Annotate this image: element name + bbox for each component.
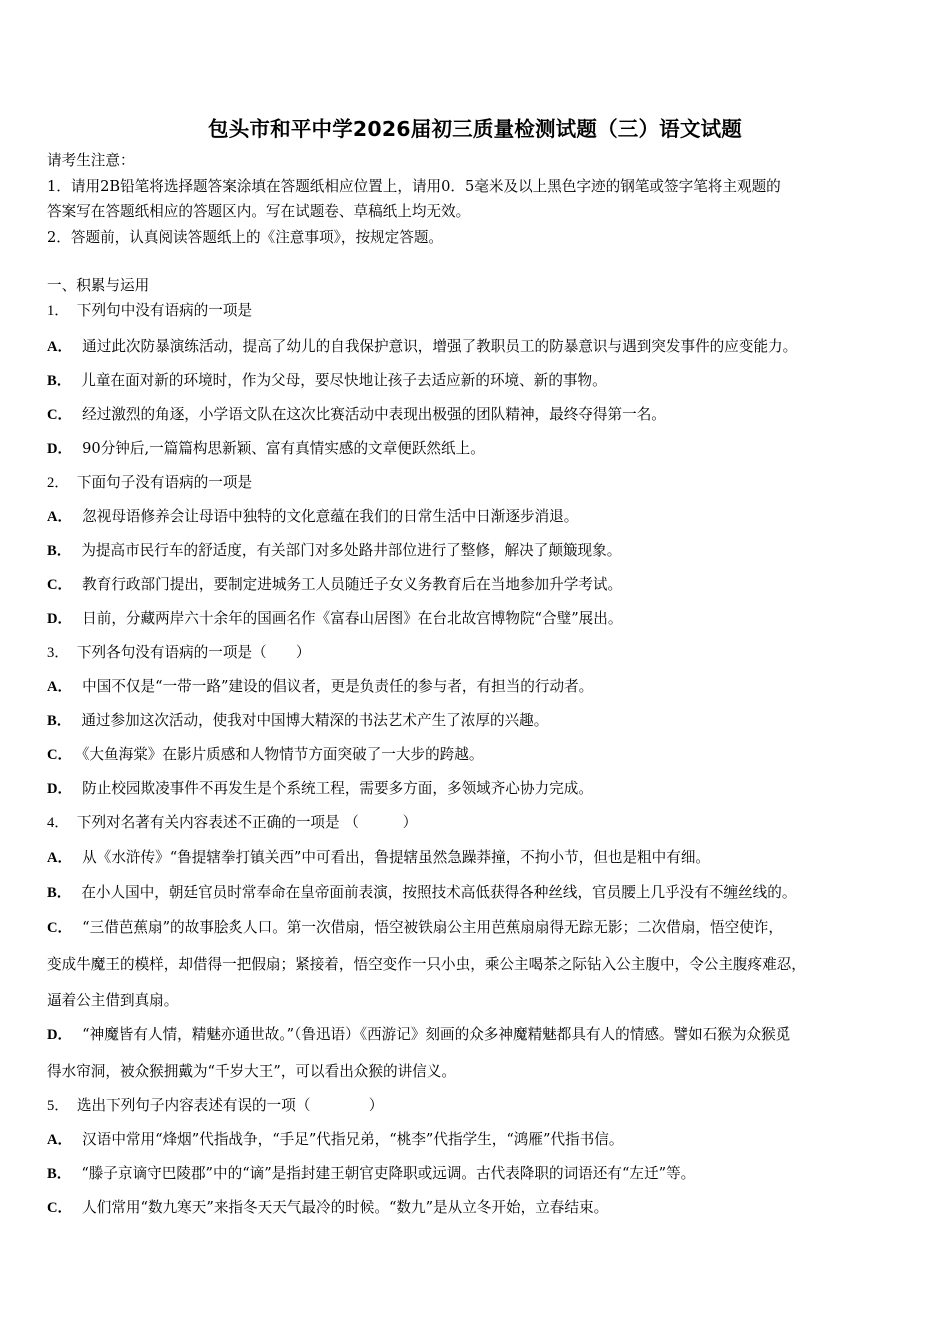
question-text: 下列对名著有关内容表述不正确的一项是 （ ） [76,814,418,831]
option-text: 防止校园欺凌事件不再发生是个系统工程，需要多方面，多领域齐心协力完成。 [82,780,593,797]
option [47,541,621,561]
option-letter: C． [47,577,73,593]
option [47,883,796,903]
option [47,779,593,799]
option [47,677,593,697]
option-letter: D． [47,611,73,627]
option [47,711,548,731]
option-letter: A． [47,339,73,355]
option-letter: D． [47,781,73,797]
option-letter: A． [47,850,73,866]
option-letter: B． [47,713,72,729]
option [47,848,710,868]
option-text: 忽视母语修养会让母语中独特的文化意蕴在我们的日常生活中日渐逐步消退。 [82,508,579,525]
question-number: 2． [47,475,69,491]
option-letter: C． [47,747,73,763]
option-letter: D． [47,441,73,457]
option-letter: D． [47,1027,73,1043]
option-text: 《大鱼海棠》在影片质感和人物情节方面突破了一大步的跨越。 [82,746,484,763]
notice-heading: 请考生注意： [47,152,135,169]
option [47,337,797,357]
option-text: 日前，分藏两岸六十余年的国画名作《富春山居图》在台北故宫博物院“合璧”展出。 [82,610,623,627]
option-text: 90分钟后,一篇篇构思新颖、富有真情实感的文章便跃然纸上。 [82,440,485,457]
option-text: “滕子京谪守巴陵郡”中的“谪”是指封建王朝官吏降职或远调。古代表降职的词语还有“左迁”等。 [81,1165,696,1182]
option [47,575,622,595]
question-text: 下列句中没有语病的一项是 [76,302,253,319]
question-text: 下面句子没有语病的一项是 [76,474,253,491]
question-stem [47,1096,383,1116]
section-heading: 一、积累与运用 [47,277,150,294]
option-continuation: 逼着公主借到真扇。 [47,992,179,1009]
option-continuation: 得水帘洞，被众猴拥戴为“千岁大王”，可以看出众猴的讲信义。 [47,1063,456,1080]
option-letter: C． [47,920,73,936]
question-number: 5． [47,1098,69,1114]
option [47,918,783,938]
option-text: “神魔皆有人情，精魅亦通世故。”（鲁迅语）《西游记》刻画的众多神魔精魅都具有人的情感。譬如石猴为众猴觅 [82,1026,791,1043]
option [47,507,578,527]
option-letter: C． [47,1200,73,1216]
option-text: 在小人国中，朝廷官员时常奉命在皇帝面前表演，按照技术高低获得各种丝线，官员腰上几乎没有不缠丝线的。 [81,884,797,901]
option-text: “三借芭蕉扇”的故事脍炙人口。第一次借扇，悟空被铁扇公主用芭蕉扇扇得无踪无影；二次借扇，悟空使诈， [82,919,783,936]
option [47,1198,608,1218]
question-text: 下列各句没有语病的一项是（ ） [76,644,311,661]
option [47,1130,623,1150]
option-letter: A． [47,509,73,525]
question-stem [47,473,252,493]
question-number: 3． [47,645,69,661]
notice-line: 2．答题前，认真阅读答题纸上的《注意事项》，按规定答题。 [47,229,444,246]
option-text: 汉语中常用“烽烟”代指战争，“手足”代指兄弟，“桃李”代指学生，“鸿雁”代指书信。 [82,1131,624,1148]
option [47,439,485,459]
question-stem [47,643,310,663]
option-letter: B． [47,885,72,901]
page-title: 包头市和平中学2026届初三质量检测试题（三）语文试题 [208,117,742,141]
question-number: 1． [47,303,69,319]
notice-line: 答案写在答题纸相应的答题区内。写在试题卷、草稿纸上均无效。 [47,203,471,220]
option-letter: A． [47,1132,73,1148]
option [47,405,666,425]
option-letter: C． [47,407,73,423]
option-text: 通过此次防暴演练活动，提高了幼儿的自我保护意识，增强了教职员工的防暴意识与遇到突发事件的应变能力。 [82,338,798,355]
option-text: 教育行政部门提出，要制定进城务工人员随迁子女义务教育后在当地参加升学考试。 [82,576,623,593]
option-text: 儿童在面对新的环境时，作为父母，要尽快地让孩子去适应新的环境、新的事物。 [81,372,607,389]
option-continuation: 变成牛魔王的模样，却借得一把假扇；紧接着，悟空变作一只小虫，乘公主喝茶之际钻入公主腹中，令公主腹疼难忍， [47,956,806,973]
option-letter: A． [47,679,73,695]
option-text: 通过参加这次活动，使我对中国博大精深的书法艺术产生了浓厚的兴趣。 [81,712,549,729]
option-text: 人们常用“数九寒天”来指冬天天气最冷的时候。“数九”是从立冬开始，立春结束。 [82,1199,609,1216]
question-stem [47,813,417,833]
option-text: 为提高市民行车的舒适度，有关部门对多处路井部位进行了整修，解决了颠簸现象。 [81,542,622,559]
option [47,371,607,391]
option-text: 中国不仅是“一带一路”建设的倡议者，更是负责任的参与者，有担当的行动者。 [82,678,594,695]
option [47,1164,695,1184]
question-text: 选出下列句子内容表述有误的一项（ ） [76,1097,384,1114]
option [47,609,622,629]
question-stem [47,301,252,321]
option-letter: B． [47,1166,72,1182]
notice-line: 1．请用2B铅笔将选择题答案涂填在答题纸相应位置上，请用0．5毫米及以上黑色字迹的钢笔或签字笔将主观题的 [47,178,781,195]
option-letter: B． [47,543,72,559]
option-text: 经过激烈的角逐，小学语文队在这次比赛活动中表现出极强的团队精神，最终夺得第一名。 [82,406,666,423]
question-number: 4． [47,815,69,831]
option-text: 从《水浒传》“鲁提辖拳打镇关西”中可看出，鲁提辖虽然急躁莽撞，不拘小节，但也是粗中有细。 [82,849,711,866]
option [47,1025,790,1045]
option-letter: B． [47,373,72,389]
option [47,745,483,765]
